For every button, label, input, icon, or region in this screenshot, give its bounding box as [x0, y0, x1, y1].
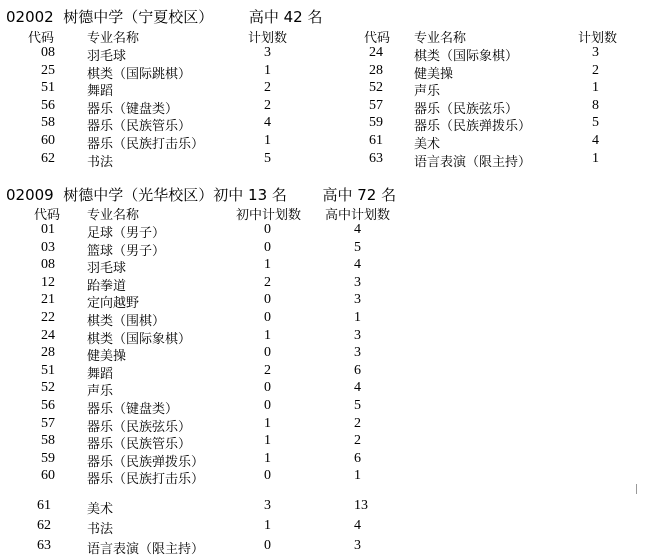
s1-right-code: 61 [369, 133, 383, 148]
s2-extra-name: 书法 [87, 522, 114, 537]
s2-code: 57 [41, 416, 55, 431]
s2-name: 器乐（民族弦乐） [87, 420, 192, 435]
s2-name: 器乐（民族打击乐） [87, 472, 205, 487]
s2-code: 22 [41, 310, 55, 325]
section2-title [6, 184, 396, 205]
s2-junior: 2 [264, 275, 271, 290]
s2-code: 03 [41, 240, 55, 255]
s2-name: 羽毛球 [87, 261, 127, 276]
s2-name: 健美操 [87, 349, 127, 364]
s2-senior-header: 高中计划数 [325, 208, 391, 223]
s2-name: 器乐（键盘类） [87, 402, 179, 417]
s1-right-name: 健美操 [414, 67, 454, 82]
s2-code: 12 [41, 275, 55, 290]
s1-left-name-header: 专业名称 [87, 31, 140, 46]
s1-left-plan: 3 [264, 45, 271, 60]
s2-name: 跆拳道 [87, 279, 127, 294]
s2-junior: 0 [264, 240, 271, 255]
s2-junior: 1 [264, 451, 271, 466]
s1-left-plan: 5 [264, 151, 271, 166]
s1-right-plan-header: 计划数 [578, 31, 618, 46]
s2-extra-senior: 13 [354, 498, 368, 513]
s2-name: 足球（男子） [87, 226, 166, 241]
s2-senior: 1 [354, 310, 361, 325]
s2-extra-senior: 4 [354, 518, 361, 533]
s2-senior: 3 [354, 292, 361, 307]
s2-name: 舞蹈 [87, 367, 114, 382]
s2-junior: 0 [264, 222, 271, 237]
s2-name: 定向越野 [87, 296, 140, 311]
s2-junior: 1 [264, 257, 271, 272]
s2-senior: 3 [354, 345, 361, 360]
s2-extra-name: 美术 [87, 502, 114, 517]
s2-senior: 2 [354, 416, 361, 431]
s2-senior: 5 [354, 398, 361, 413]
s1-right-code: 59 [369, 115, 383, 130]
s1-right-plan: 3 [592, 45, 599, 60]
s1-left-code: 51 [41, 80, 55, 95]
s2-name: 篮球（男子） [87, 244, 166, 259]
s1-right-name: 语言表演（限主持） [414, 155, 532, 170]
s2-extra-junior: 1 [264, 518, 271, 533]
s2-extra-code: 62 [37, 518, 51, 533]
s2-code: 58 [41, 433, 55, 448]
s1-right-name: 器乐（民族弦乐） [414, 102, 519, 117]
s2-code: 52 [41, 380, 55, 395]
s1-left-code: 08 [41, 45, 55, 60]
section1-school: 树德中学（宁夏校区） [63, 8, 214, 26]
section1-title [6, 6, 322, 27]
s1-left-name: 器乐（民族打击乐） [87, 137, 205, 152]
s1-left-name: 舞蹈 [87, 84, 114, 99]
s1-left-plan: 1 [264, 133, 271, 148]
s2-junior: 0 [264, 345, 271, 360]
s1-right-name: 声乐 [414, 84, 441, 99]
s2-junior: 1 [264, 416, 271, 431]
section1-id: 02002 [6, 8, 54, 26]
s2-junior: 1 [264, 328, 271, 343]
s2-name: 棋类（围棋） [87, 314, 166, 329]
edge-mark [636, 484, 637, 494]
s1-right-code-header: 代码 [364, 31, 391, 46]
s1-left-code-header: 代码 [28, 31, 55, 46]
s2-code: 24 [41, 328, 55, 343]
s2-extra-code: 63 [37, 538, 51, 553]
s1-right-code: 24 [369, 45, 383, 60]
s1-left-plan: 2 [264, 98, 271, 113]
section2-school: 树德中学（光华校区） [63, 186, 214, 204]
s1-left-name: 器乐（民族管乐） [87, 119, 192, 134]
s1-right-code: 57 [369, 98, 383, 113]
s2-senior: 4 [354, 257, 361, 272]
s2-junior: 1 [264, 433, 271, 448]
s2-code: 21 [41, 292, 55, 307]
s2-junior: 0 [264, 380, 271, 395]
s2-junior: 0 [264, 398, 271, 413]
s2-code: 51 [41, 363, 55, 378]
s2-code: 08 [41, 257, 55, 272]
s2-senior: 4 [354, 222, 361, 237]
s2-junior: 0 [264, 310, 271, 325]
s2-name: 器乐（民族管乐） [87, 437, 192, 452]
s2-extra-junior: 0 [264, 538, 271, 553]
s1-left-name: 棋类（国际跳棋） [87, 67, 192, 82]
s2-name: 棋类（国际象棋） [87, 332, 192, 347]
s2-code: 28 [41, 345, 55, 360]
s1-left-name: 书法 [87, 155, 114, 170]
s1-left-name: 器乐（键盘类） [87, 102, 179, 117]
s1-left-plan: 4 [264, 115, 271, 130]
s2-senior: 1 [354, 468, 361, 483]
s1-left-code: 58 [41, 115, 55, 130]
s2-extra-senior: 3 [354, 538, 361, 553]
s2-senior: 3 [354, 275, 361, 290]
s1-left-code: 56 [41, 98, 55, 113]
s1-left-name: 羽毛球 [87, 49, 127, 64]
s2-junior: 0 [264, 292, 271, 307]
s1-left-code: 25 [41, 63, 55, 78]
section2-id: 02009 [6, 186, 54, 204]
s1-right-name: 棋类（国际象棋） [414, 49, 519, 64]
s2-name: 器乐（民族弹拨乐） [87, 455, 205, 470]
s1-right-name: 美术 [414, 137, 441, 152]
s2-junior: 0 [264, 468, 271, 483]
s1-right-plan: 8 [592, 98, 599, 113]
s2-name: 声乐 [87, 384, 114, 399]
s1-right-code: 52 [369, 80, 383, 95]
s1-left-plan: 2 [264, 80, 271, 95]
s1-right-plan: 5 [592, 115, 599, 130]
s1-right-plan: 4 [592, 133, 599, 148]
s2-extra-junior: 3 [264, 498, 271, 513]
s1-left-code: 60 [41, 133, 55, 148]
section2-senior-quota: 高中 72 名 [322, 186, 397, 204]
s1-right-code: 28 [369, 63, 383, 78]
s2-junior-header: 初中计划数 [236, 208, 302, 223]
s2-code: 01 [41, 222, 55, 237]
s2-extra-code: 61 [37, 498, 51, 513]
s2-extra-name: 语言表演（限主持） [87, 542, 205, 557]
s1-left-plan-header: 计划数 [248, 31, 288, 46]
s1-right-plan: 1 [592, 80, 599, 95]
s2-senior: 6 [354, 451, 361, 466]
section1-quota: 高中 42 名 [248, 8, 323, 26]
s2-code-header: 代码 [34, 208, 61, 223]
s2-code: 59 [41, 451, 55, 466]
s2-code: 60 [41, 468, 55, 483]
s2-senior: 4 [354, 380, 361, 395]
s1-right-plan: 2 [592, 63, 599, 78]
s2-junior: 2 [264, 363, 271, 378]
s2-senior: 6 [354, 363, 361, 378]
s1-right-code: 63 [369, 151, 383, 166]
s2-senior: 2 [354, 433, 361, 448]
s1-left-code: 62 [41, 151, 55, 166]
section2-junior-quota: 初中 13 名 [213, 186, 287, 204]
s1-left-plan: 1 [264, 63, 271, 78]
s1-right-name-header: 专业名称 [414, 31, 467, 46]
s2-code: 56 [41, 398, 55, 413]
s1-right-name: 器乐（民族弹拨乐） [414, 119, 532, 134]
s1-right-plan: 1 [592, 151, 599, 166]
s2-senior: 3 [354, 328, 361, 343]
s2-senior: 5 [354, 240, 361, 255]
s2-name-header: 专业名称 [87, 208, 140, 223]
